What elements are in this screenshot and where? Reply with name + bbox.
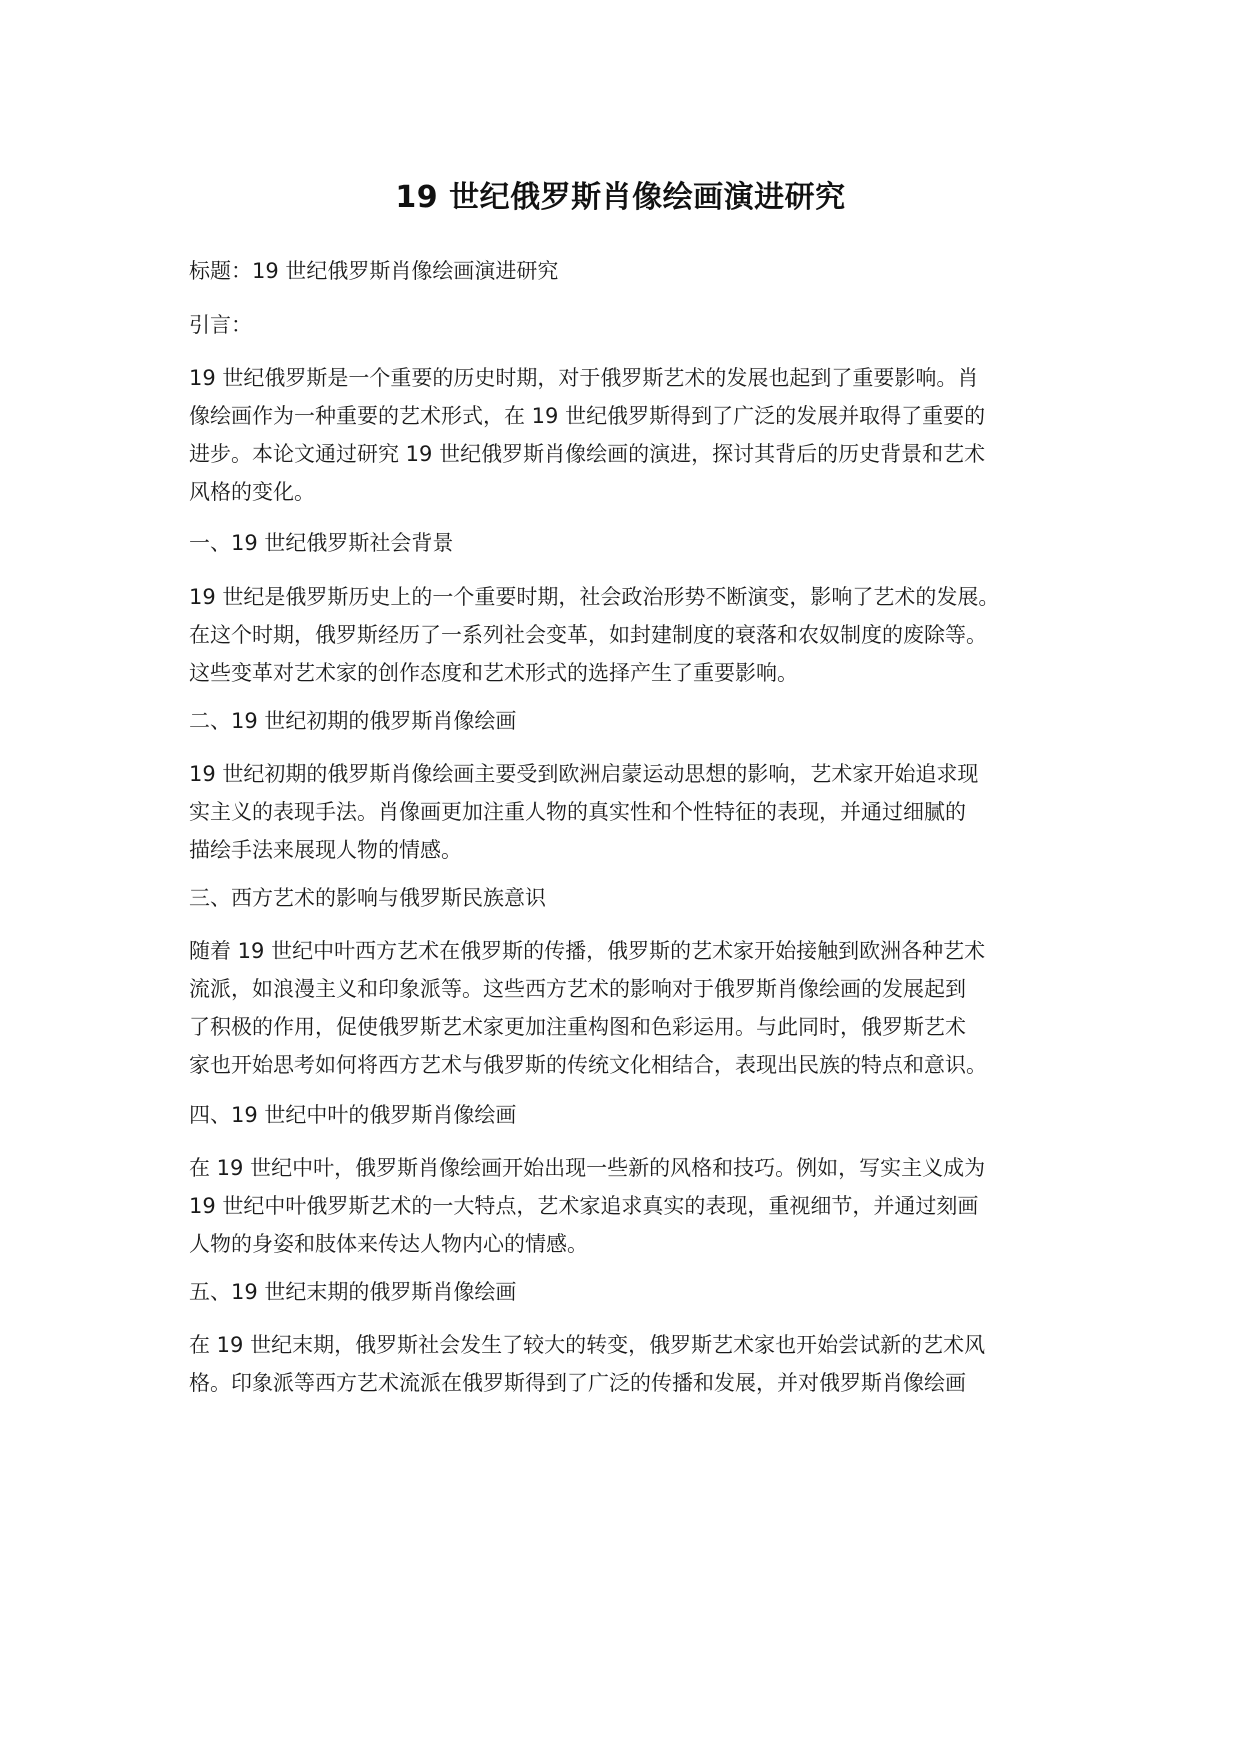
intro-paragraph bbox=[189, 359, 1069, 511]
section5-heading bbox=[189, 1273, 1069, 1311]
section1-paragraph bbox=[189, 578, 1069, 692]
section-heading-text: 五、19 世纪末期的俄罗斯肖像绘画 bbox=[189, 1280, 517, 1304]
section-heading-text: 四、19 世纪中叶的俄罗斯肖像绘画 bbox=[189, 1103, 517, 1127]
paragraph-line: 进步。本论文通过研究 19 世纪俄罗斯肖像绘画的演进，探讨其背后的历史背景和艺术 bbox=[189, 442, 986, 466]
intro-label bbox=[189, 306, 1069, 344]
section5-paragraph bbox=[189, 1326, 1069, 1402]
paragraph-line: 在 19 世纪末期，俄罗斯社会发生了较大的转变，俄罗斯艺术家也开始尝试新的艺术风 bbox=[189, 1333, 986, 1357]
section4-heading bbox=[189, 1096, 1069, 1134]
section3-paragraph bbox=[189, 932, 1069, 1084]
paragraph-line: 随着 19 世纪中叶西方艺术在俄罗斯的传播，俄罗斯的艺术家开始接触到欧洲各种艺术 bbox=[189, 939, 986, 963]
section-heading-text: 一、19 世纪俄罗斯社会背景 bbox=[189, 531, 454, 555]
title-label bbox=[189, 252, 1069, 290]
paragraph-line: 了积极的作用，促使俄罗斯艺术家更加注重构图和色彩运用。与此同时，俄罗斯艺术 bbox=[189, 1015, 966, 1039]
paragraph-line: 19 世纪俄罗斯是一个重要的历史时期，对于俄罗斯艺术的发展也起到了重要影响。肖 bbox=[189, 366, 979, 390]
paragraph-line: 像绘画作为一种重要的艺术形式，在 19 世纪俄罗斯得到了广泛的发展并取得了重要的 bbox=[189, 404, 986, 428]
document-title: 19 世纪俄罗斯肖像绘画演进研究 bbox=[395, 180, 846, 215]
paragraph-line: 描绘手法来展现人物的情感。 bbox=[189, 838, 462, 862]
paragraph-line: 在 19 世纪中叶，俄罗斯肖像绘画开始出现一些新的风格和技巧。例如，写实主义成为 bbox=[189, 1156, 986, 1180]
paragraph-line: 19 世纪是俄罗斯历史上的一个重要时期，社会政治形势不断演变，影响了艺术的发展。 bbox=[189, 585, 1000, 609]
section3-heading bbox=[189, 879, 1069, 917]
paragraph-line: 19 世纪中叶俄罗斯艺术的一大特点，艺术家追求真实的表现，重视细节，并通过刻画 bbox=[189, 1194, 979, 1218]
paragraph-line: 人物的身姿和肢体来传达人物内心的情感。 bbox=[189, 1232, 588, 1256]
title-label-text: 标题：19 世纪俄罗斯肖像绘画演进研究 bbox=[189, 259, 559, 283]
paragraph-line: 流派，如浪漫主义和印象派等。这些西方艺术的影响对于俄罗斯肖像绘画的发展起到 bbox=[189, 977, 966, 1001]
paragraph-line: 格。印象派等西方艺术流派在俄罗斯得到了广泛的传播和发展，并对俄罗斯肖像绘画 bbox=[189, 1371, 966, 1395]
section2-heading bbox=[189, 702, 1069, 740]
paragraph-line: 实主义的表现手法。肖像画更加注重人物的真实性和个性特征的表现，并通过细腻的 bbox=[189, 800, 966, 824]
intro-label-text: 引言： bbox=[189, 313, 252, 337]
paragraph-line: 19 世纪初期的俄罗斯肖像绘画主要受到欧洲启蒙运动思想的影响，艺术家开始追求现 bbox=[189, 762, 979, 786]
paragraph-line: 在这个时期，俄罗斯经历了一系列社会变革，如封建制度的衰落和农奴制度的废除等。 bbox=[189, 623, 987, 647]
section1-heading bbox=[189, 524, 1069, 562]
section2-paragraph bbox=[189, 755, 1069, 869]
section-heading-text: 二、19 世纪初期的俄罗斯肖像绘画 bbox=[189, 709, 517, 733]
section4-paragraph bbox=[189, 1149, 1069, 1263]
paragraph-line: 风格的变化。 bbox=[189, 480, 315, 504]
paragraph-line: 这些变革对艺术家的创作态度和艺术形式的选择产生了重要影响。 bbox=[189, 661, 798, 685]
paragraph-line: 家也开始思考如何将西方艺术与俄罗斯的传统文化相结合，表现出民族的特点和意识。 bbox=[189, 1053, 987, 1077]
section-heading-text: 三、西方艺术的影响与俄罗斯民族意识 bbox=[189, 886, 546, 910]
